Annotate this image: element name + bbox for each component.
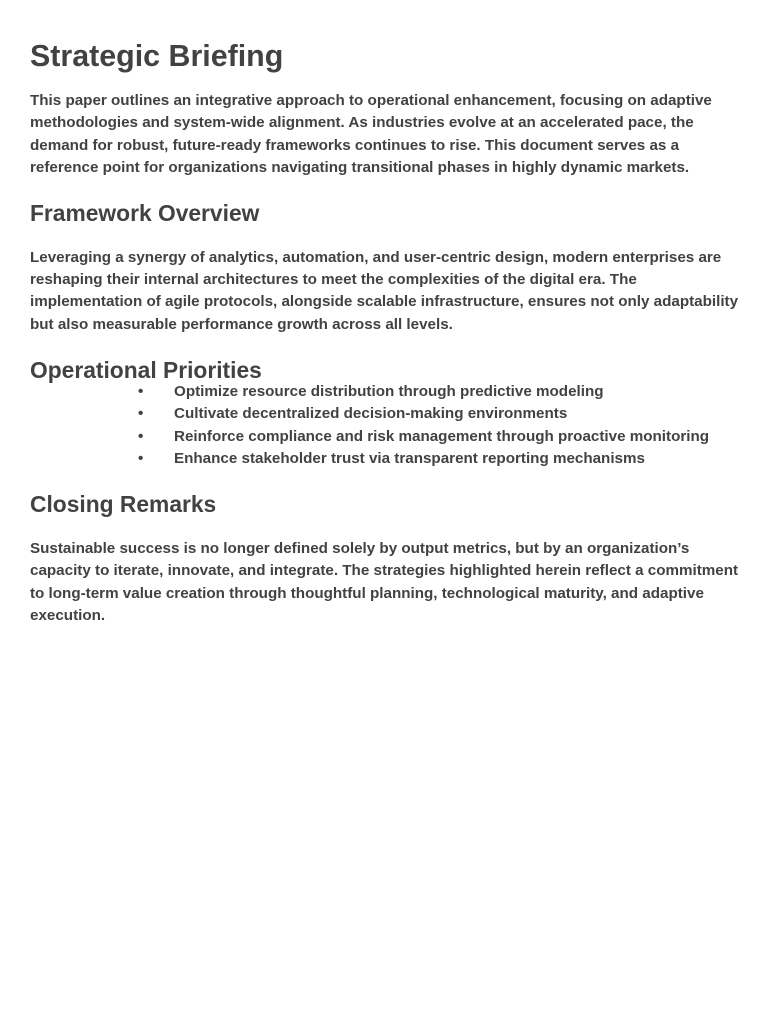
section-spacer [30, 179, 742, 201]
priority-text: Reinforce compliance and risk management through proactive monitoring [174, 427, 710, 445]
priority-text: Optimize resource distribution through predictive modeling [174, 382, 604, 400]
priorities-list [30, 381, 742, 471]
section-spacer [30, 515, 742, 537]
bullet-icon: • [138, 427, 144, 445]
bullet-icon: • [138, 382, 144, 400]
paragraph-closing-remarks: Sustainable success is no longer defined solely by output metrics, but by an organization’s capacity to iterate, innovate, and integrate. The strategies highlighted herein reflect a commitment to long-term value creation through thoughtful planning, technological maturity, and adaptive execution. [30, 539, 739, 624]
priority-item [30, 448, 742, 470]
section-spacer [30, 336, 742, 358]
document-page [30, 39, 742, 627]
section-spacer [30, 471, 742, 493]
paragraph-framework-overview: Leveraging a synergy of analytics, automation, and user-centric design, modern enterprises are reshaping their internal architectures to meet the complexities of the digital era. The implementation of agile protocols, alongside scalable infrastructure, ensures not only adaptability but also measurable performance growth across all levels. [30, 248, 739, 333]
priority-item [30, 403, 742, 425]
bullet-icon: • [138, 405, 144, 423]
paragraph-strategic-briefing: This paper outlines an integrative approach to operational enhancement, focusing on adaptive methodologies and system-wide alignment. As industries evolve at an accelerated pace, the demand for robust, future-ready frameworks continues to rise. This document serves as a reference point for organizations navigating transitional phases in highly dynamic markets. [30, 91, 712, 176]
bullet-icon: • [138, 450, 144, 468]
heading-framework-overview: Framework Overview [30, 199, 260, 226]
priority-text: Cultivate decentralized decision-making environments [174, 405, 568, 423]
heading-closing-remarks: Closing Remarks [30, 491, 217, 517]
heading-operational-priorities: Operational Priorities [30, 356, 262, 383]
heading-strategic-briefing: Strategic Briefing [30, 39, 284, 73]
priority-item [30, 426, 742, 448]
section-spacer [30, 224, 742, 246]
priority-text: Enhance stakeholder trust via transparent reporting mechanisms [174, 450, 645, 468]
priority-item [30, 381, 742, 403]
